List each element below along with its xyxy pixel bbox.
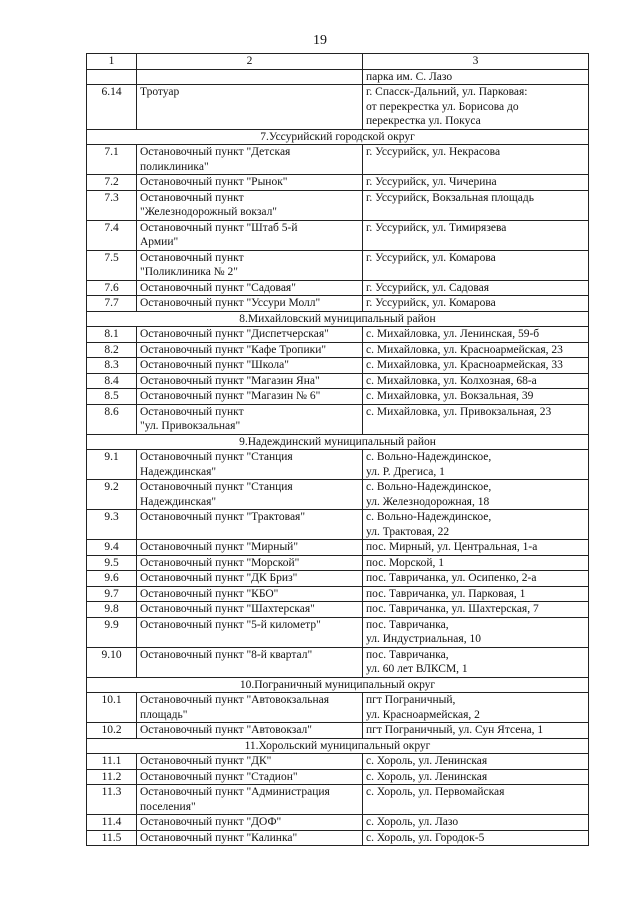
row-number: 8.4: [87, 373, 137, 389]
object-name: Остановочный пункт "8-й квартал": [137, 647, 363, 677]
stops-table: [86, 53, 589, 846]
section-row: [87, 311, 589, 327]
row-number: 9.4: [87, 540, 137, 556]
object-name: Остановочный пункт "Железнодорожный вокзал": [137, 190, 363, 220]
row-number: 10.1: [87, 693, 137, 723]
row-number: 7.1: [87, 145, 137, 175]
object-name: Остановочный пункт "Стадион": [137, 769, 363, 785]
row-number: 11.2: [87, 769, 137, 785]
table-row: [87, 510, 589, 540]
object-name: [137, 69, 363, 85]
object-address: г. Уссурийск, ул. Комарова: [363, 296, 589, 312]
row-number: 9.10: [87, 647, 137, 677]
row-number: 6.14: [87, 85, 137, 130]
row-number: 11.1: [87, 754, 137, 770]
object-address: пгт Пограничный, ул. Красноармейская, 2: [363, 693, 589, 723]
object-address: с. Хороль, ул. Первомайская: [363, 785, 589, 815]
table-row: [87, 540, 589, 556]
object-name: Остановочный пункт "Рынок": [137, 175, 363, 191]
row-number: 9.3: [87, 510, 137, 540]
row-number: 9.5: [87, 555, 137, 571]
row-number: 11.3: [87, 785, 137, 815]
object-address: с. Вольно-Надеждинское, ул. Р. Дрегиса, 1: [363, 450, 589, 480]
table-row: [87, 450, 589, 480]
object-name: Тротуар: [137, 85, 363, 130]
object-address: пос. Тавричанка, ул. Индустриальная, 10: [363, 617, 589, 647]
table-row: [87, 69, 589, 85]
table-row: [87, 373, 589, 389]
page-number: 19: [313, 33, 327, 48]
row-number: 9.1: [87, 450, 137, 480]
section-title: 10.Пограничный муниципальный округ: [87, 677, 589, 693]
row-number: 7.7: [87, 296, 137, 312]
object-name: Остановочный пункт "Кафе Тропики": [137, 342, 363, 358]
object-name: Остановочный пункт "5-й километр": [137, 617, 363, 647]
object-address: г. Уссурийск, Вокзальная площадь: [363, 190, 589, 220]
row-number: 11.4: [87, 815, 137, 831]
object-name: Остановочный пункт "ДК": [137, 754, 363, 770]
row-number: 7.4: [87, 220, 137, 250]
row-number: 8.2: [87, 342, 137, 358]
object-name: Остановочный пункт "Шахтерская": [137, 602, 363, 618]
object-name: Остановочный пункт "ул. Привокзальная": [137, 404, 363, 434]
row-number: 7.2: [87, 175, 137, 191]
object-name: Остановочный пункт "Мирный": [137, 540, 363, 556]
table-row: [87, 358, 589, 374]
object-address: пос. Тавричанка, ул. Осипенко, 2-а: [363, 571, 589, 587]
table-row: [87, 693, 589, 723]
table-row: [87, 480, 589, 510]
object-name: Остановочный пункт "Морской": [137, 555, 363, 571]
object-address: г. Спасск-Дальний, ул. Парковая: от перекрестка ул. Борисова до перекрестка ул. Покуса: [363, 85, 589, 130]
object-address: г. Уссурийск, ул. Садовая: [363, 280, 589, 296]
object-name: Остановочный пункт "Автовокзал": [137, 723, 363, 739]
section-title: 7.Уссурийский городской округ: [87, 129, 589, 145]
column-header-2: 2: [137, 54, 363, 70]
object-address: г. Уссурийск, ул. Чичерина: [363, 175, 589, 191]
column-header-1: 1: [87, 54, 137, 70]
table-row: [87, 389, 589, 405]
row-number: 11.5: [87, 830, 137, 846]
object-address: с. Хороль, ул. Лазо: [363, 815, 589, 831]
row-number: 7.5: [87, 250, 137, 280]
row-number: 8.6: [87, 404, 137, 434]
object-address: пос. Морской, 1: [363, 555, 589, 571]
table-row: [87, 647, 589, 677]
row-number: 7.6: [87, 280, 137, 296]
table-row: [87, 754, 589, 770]
object-address: с. Михайловка, ул. Привокзальная, 23: [363, 404, 589, 434]
object-address: пос. Тавричанка, ул. Шахтерская, 7: [363, 602, 589, 618]
object-address: с. Михайловка, ул. Колхозная, 68-а: [363, 373, 589, 389]
object-name: Остановочный пункт "Магазин № 6": [137, 389, 363, 405]
table-row: [87, 250, 589, 280]
row-number: 9.7: [87, 586, 137, 602]
object-address: с. Хороль, ул. Городок-5: [363, 830, 589, 846]
object-name: Остановочный пункт "Диспетчерская": [137, 327, 363, 343]
object-address: с. Михайловка, ул. Красноармейская, 23: [363, 342, 589, 358]
row-number: 10.2: [87, 723, 137, 739]
object-name: Остановочный пункт "Садовая": [137, 280, 363, 296]
object-name: Остановочный пункт "Станция Надеждинская": [137, 480, 363, 510]
section-title: 11.Хорольский муниципальный округ: [87, 738, 589, 754]
object-address: г. Уссурийск, ул. Некрасова: [363, 145, 589, 175]
table-row: [87, 220, 589, 250]
section-row: [87, 129, 589, 145]
row-number: 8.3: [87, 358, 137, 374]
object-name: Остановочный пункт "Станция Надеждинская": [137, 450, 363, 480]
object-name: Остановочный пункт "Поликлиника № 2": [137, 250, 363, 280]
object-address: пос. Мирный, ул. Центральная, 1-а: [363, 540, 589, 556]
table-body: [87, 54, 589, 846]
object-name: Остановочный пункт "Магазин Яна": [137, 373, 363, 389]
table-row: [87, 145, 589, 175]
row-number: 8.1: [87, 327, 137, 343]
object-address: г. Уссурийск, ул. Комарова: [363, 250, 589, 280]
object-address: с. Вольно-Надеждинское, ул. Трактовая, 22: [363, 510, 589, 540]
object-address: пос. Тавричанка, ул. Парковая, 1: [363, 586, 589, 602]
table-row: [87, 327, 589, 343]
table-row: [87, 342, 589, 358]
table-row: [87, 296, 589, 312]
table-row: [87, 815, 589, 831]
object-name: Остановочный пункт "Администрация поселения": [137, 785, 363, 815]
table-row: [87, 617, 589, 647]
object-address: пгт Пограничный, ул. Сун Ятсена, 1: [363, 723, 589, 739]
object-address: с. Хороль, ул. Ленинская: [363, 769, 589, 785]
object-address: парка им. С. Лазо: [363, 69, 589, 85]
section-title: 8.Михайловский муниципальный район: [87, 311, 589, 327]
table-row: [87, 571, 589, 587]
object-name: Остановочный пункт "КБО": [137, 586, 363, 602]
row-number: 7.3: [87, 190, 137, 220]
table-row: [87, 602, 589, 618]
table-row: [87, 404, 589, 434]
table-row: [87, 555, 589, 571]
object-name: Остановочный пункт "Калинка": [137, 830, 363, 846]
section-row: [87, 434, 589, 450]
row-number: [87, 69, 137, 85]
object-address: с. Михайловка, ул. Красноармейская, 33: [363, 358, 589, 374]
table-row: [87, 830, 589, 846]
object-address: с. Хороль, ул. Ленинская: [363, 754, 589, 770]
row-number: 9.2: [87, 480, 137, 510]
object-name: Остановочный пункт "Школа": [137, 358, 363, 374]
object-address: с. Михайловка, ул. Вокзальная, 39: [363, 389, 589, 405]
row-number: 9.8: [87, 602, 137, 618]
table-row: [87, 769, 589, 785]
section-title: 9.Надеждинский муниципальный район: [87, 434, 589, 450]
table-row: [87, 175, 589, 191]
table-row: [87, 586, 589, 602]
object-name: Остановочный пункт "Уссури Молл": [137, 296, 363, 312]
table-row: [87, 723, 589, 739]
row-number: 9.9: [87, 617, 137, 647]
table-header-row: [87, 54, 589, 70]
object-address: с. Вольно-Надеждинское, ул. Железнодорожная, 18: [363, 480, 589, 510]
table-row: [87, 190, 589, 220]
object-address: с. Михайловка, ул. Ленинская, 59-б: [363, 327, 589, 343]
object-address: пос. Тавричанка, ул. 60 лет ВЛКСМ, 1: [363, 647, 589, 677]
object-name: Остановочный пункт "ДК Бриз": [137, 571, 363, 587]
object-name: Остановочный пункт "ДОФ": [137, 815, 363, 831]
column-header-3: 3: [363, 54, 589, 70]
section-row: [87, 738, 589, 754]
row-number: 9.6: [87, 571, 137, 587]
table-row: [87, 85, 589, 130]
object-name: Остановочный пункт "Штаб 5-й Армии": [137, 220, 363, 250]
table-row: [87, 280, 589, 296]
object-name: Остановочный пункт "Автовокзальная площадь": [137, 693, 363, 723]
object-name: Остановочный пункт "Детская поликлиника": [137, 145, 363, 175]
section-row: [87, 677, 589, 693]
object-name: Остановочный пункт "Трактовая": [137, 510, 363, 540]
object-address: г. Уссурийск, ул. Тимирязева: [363, 220, 589, 250]
row-number: 8.5: [87, 389, 137, 405]
table-row: [87, 785, 589, 815]
